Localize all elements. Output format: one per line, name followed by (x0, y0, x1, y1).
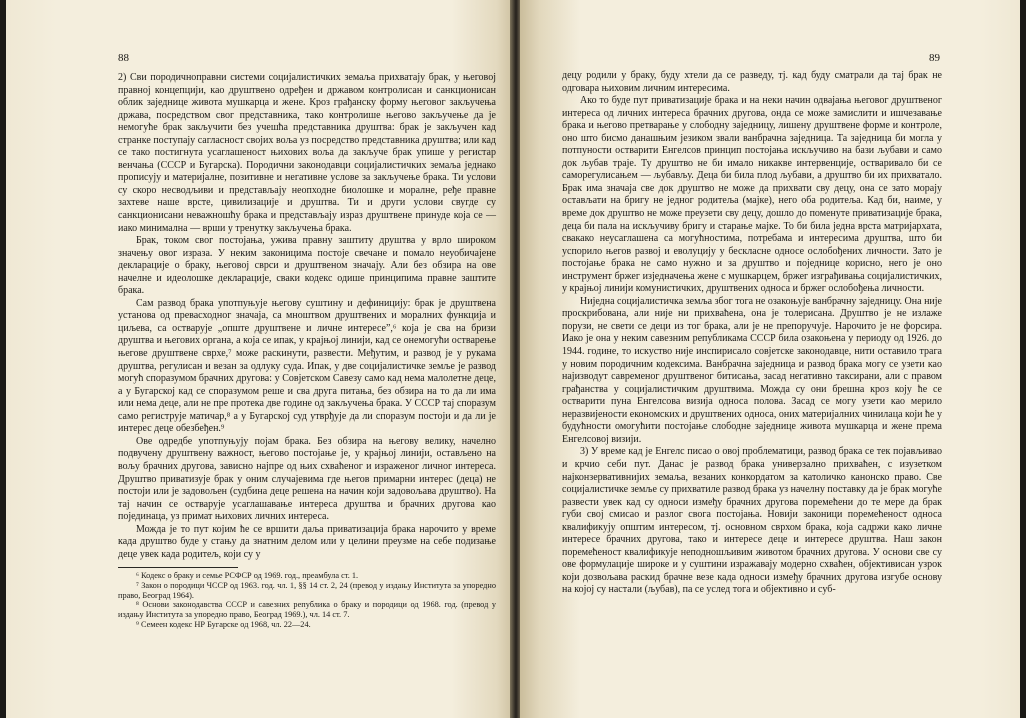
footnote-8: ⁸ Основи законодавства СССР и савезних република о браку и породици од 1968. год. (превод у издању Института за упоредно право, Београд 1969.), чл. 14 ст. 7. (118, 600, 496, 620)
footnote-9: ⁹ Семеен кодекс НР Бугарске од 1968, чл. 22—24. (136, 619, 311, 629)
left-page (6, 0, 512, 718)
right-paragraph-2: Ако то буде пут приватизације брака и на неки начин одвајања његовог друштвеног интереса од личних интереса брачних другова, онда се може замислити и ишчезавање брака и његово претварање у слободну заједницу, лишену друштвене форме и контроле, оно што бисмо данашњим језиком звали ванбрачна заједница. Та заједница би могла у потпуности остварити Енгелсов принцип постојања искључиво на бази љубави и само док љубав траје. Ту друштво не би имало никакве интервенције, остваривало би се саморегулисањем — љубављу. Деца би била плод љубави, а друштво би их прихватало. Брак има значаја све док друштво не може да прихвати сву децу, она се зато морају остављати на бригу не једног родитеља (мајке), него оба родитеља. Кад би, наиме, у време док друштво не може преузети сву децу, дошло до поменуте приватизације брака, деца би пала на искључиву бригу и старање мајке. То би била једна врста матријархата, свакако неусаглашена са могућностима, потребама и интересима друштва, што би успорило његов развој и еволуцију у бескласне односе ослобођених личности. Зато је постојање брака не само нужно и за друштво и поједнице корисно, него је оно инструмент бржег изједначења жене с мушкарцем, бржег изграђивања социјалистичких, у крајњој линији комунистичких, друштвених односа и бржег ослобођења личности. (562, 95, 942, 295)
left-page-body (118, 72, 496, 561)
right-page-number: 89 (929, 52, 940, 64)
left-paragraph-3: Сам развод брака употпуњује његову суштину и дефиницију: брак је друштвена установа од превасходног значаја, са мноштвом друштвених и моралних функција и циљева, са остварује „опште друштвене и личне интересе”,⁶ која је сва на бризи друштва и његових органа, а која се ипак, у крајњој линији, кад се онемогући остварење његове друштвене сврхе,⁷ може раскинути, развести. Међутим, и развод је у рукама друштва, регулисан и везан за одлуку суда. Ипак, у две социјалистичке земље је развод могућ споразумом брачних другова: у Совјетском Савезу само кад нема малолетне деце, а у Бугарској кад се споразумом реше и сва друга питања, без обзира на то да ли има или нема деце, али не пре протека две године од закључења брака. У СССР тај споразум само региструје матичар,⁸ а у Бугарској суд утврђује да ли споразум постоји и да ли је интерес деце обезбеђен.⁹ (118, 297, 496, 435)
left-page-number: 88 (118, 52, 129, 64)
left-paragraph-4: Ове одредбе употпуњују појам брака. Без обзира на његову велику, начелно подвучену друштвену важност, његово постојање је, у крајњој линији, остављено на вољу брачних другова, зависно најпре од њих схваћеног и израженог личног интереса. Друштво приватизује брак у оним случајевима где његов примарни интерес (деца) не постоји или је задовољен (судбина деце решена на начин који задовољава друштво). На тај начин се остварује усаглашавање интереса друштва и брачних другова као појединаца, уз примат њихових личних интереса. (118, 435, 496, 523)
footnote-6: ⁶ Кодекс о браку и семьe РСФСР од 1969. год., преамбула ст. 1. (136, 571, 359, 581)
left-paragraph-2: Брак, током свог постојања, ужива правну заштиту друштва у врло широком значењу овог израза. У неким законицима постоје свечане и помало неуобичајене декларације о браку, његовој сврси и друштвеном значају. Али без обзира на ове начелне и идеолошке декларације, сваки кодекс одише принципима правне заштите брака. (118, 235, 496, 297)
right-paragraph-3: Ниједна социјалистичка земља због тога не озакоњује ванбрачну заједницу. Она није проскрибована, али није ни прихваћена, она је толерисана. Друштво је не излаже порузи, не свети се деци из тог брака, али је не препоручује. Нарочито је не форсира. Иако је она у неким савезним републикама СССР била озакоњена у периоду од 1926. до 1944. године, то искуство није инспирисало совјетске законодавце, нити оставило трага у новим породичним кодексима. Ванбрачна заједница и развод брака могу се узети као најизводут савременог друштвеног битисања, засад негативно таксирани, али с правом грађанства у социјалистичким друштвима. Можда су они брешна кроз коју ће се остварити пуна Енгелсова визија односа полова. Засад се могу узети као мерило неразвијености економских и друштвених односа, оних материјалних чинилаца који ће у будућности омогућити постојање слободне заједнице живота мушкарца и жене према Енгелсовој визији. (562, 295, 942, 445)
left-paragraph-5: Можда је то пут којим ће се вршити даља приватизација брака нарочито у време када друштво буде у стању да знатним делом или у целини преузме на себе подизање деце увек када родитељ, који су у (118, 523, 496, 560)
footnote-divider (118, 567, 238, 568)
footnotes (118, 571, 496, 629)
footnote-7: ⁷ Закон о породици ЧССР од 1963. год. чл. 1, §§ 14 ст. 2, 24 (превод у издању Института за упоредно право, Београд 1964). (118, 581, 496, 600)
right-page-body (562, 70, 942, 597)
left-paragraph-1: 2) Сви породичноправни системи социјалистичких земаља прихватају брак, у његовој правној концепцији, као друштвено одређен и државом контролисан и санкционисан облик заједнице живота мушкарца и жене. Кроз грађанску форму његовог закључења држава, посредством свог представника, тако контролише његово закључење да је немогуће брак закључити без учешћа представника друштва: брак је закључен кад странке поступају сагласност својих воља уз посредство представника друштва; или кад се тако постигнута усаглашеност њихових воља да закључе брак упише у регистар венчања (СССР и Бугарска). Породични законодавци социјалистичких земаља једнако прописују и материјалне, позитивне и негативне услове за закључење брака. Ти услови су скоро несводљиви и представљају неопходне биолошке и моралне, ређе правне захтеве наше врсте, цивилизације и друштва. Ти и други услови свугде су санкционисани неважношћу брака и представљају израз друштвене принуде која се — иако минимална — врши у тренутку закључења брака. (118, 72, 496, 234)
right-page (520, 0, 1020, 718)
right-paragraph-4: 3) У време кад је Енгелс писао о овој проблематици, развод брака се тек појављивао и крчио себи пут. Данас је развод брака универзално прихваћен, с изузетком најконзервативнијих земаља, везаних конкордатом за католичко канонско право. Све социјалистичке земље су прихватиле развод брака уз начелну поставку да је брак могуће развести увек кад су односи између брачних другова поремећени до те мере да брак губи свој смисао и разлог свога постојања. Новији законици поремећеност односа квалификују општим интересом, тј. основном сврхом брака, која садржи како личне интересе брачних другова, тако и интересе деце и интересе друштва. Наш закон поремећеност квалификује неподношљивим животом брачних другова. У основи све су ове формулације широке и у суштини изражавају модерно схваћен, објективисан узрок који дозвољава раскид брачне везе када односи између брачних другова изгубе основу на којој су настали (љубав), па се услед тога и објективно и суб- (562, 446, 942, 596)
right-paragraph-1: децу родили у браку, буду хтели да се разведу, тј. кад буду сматрали да тај брак не одговара њиховим личним интересима. (562, 70, 942, 94)
